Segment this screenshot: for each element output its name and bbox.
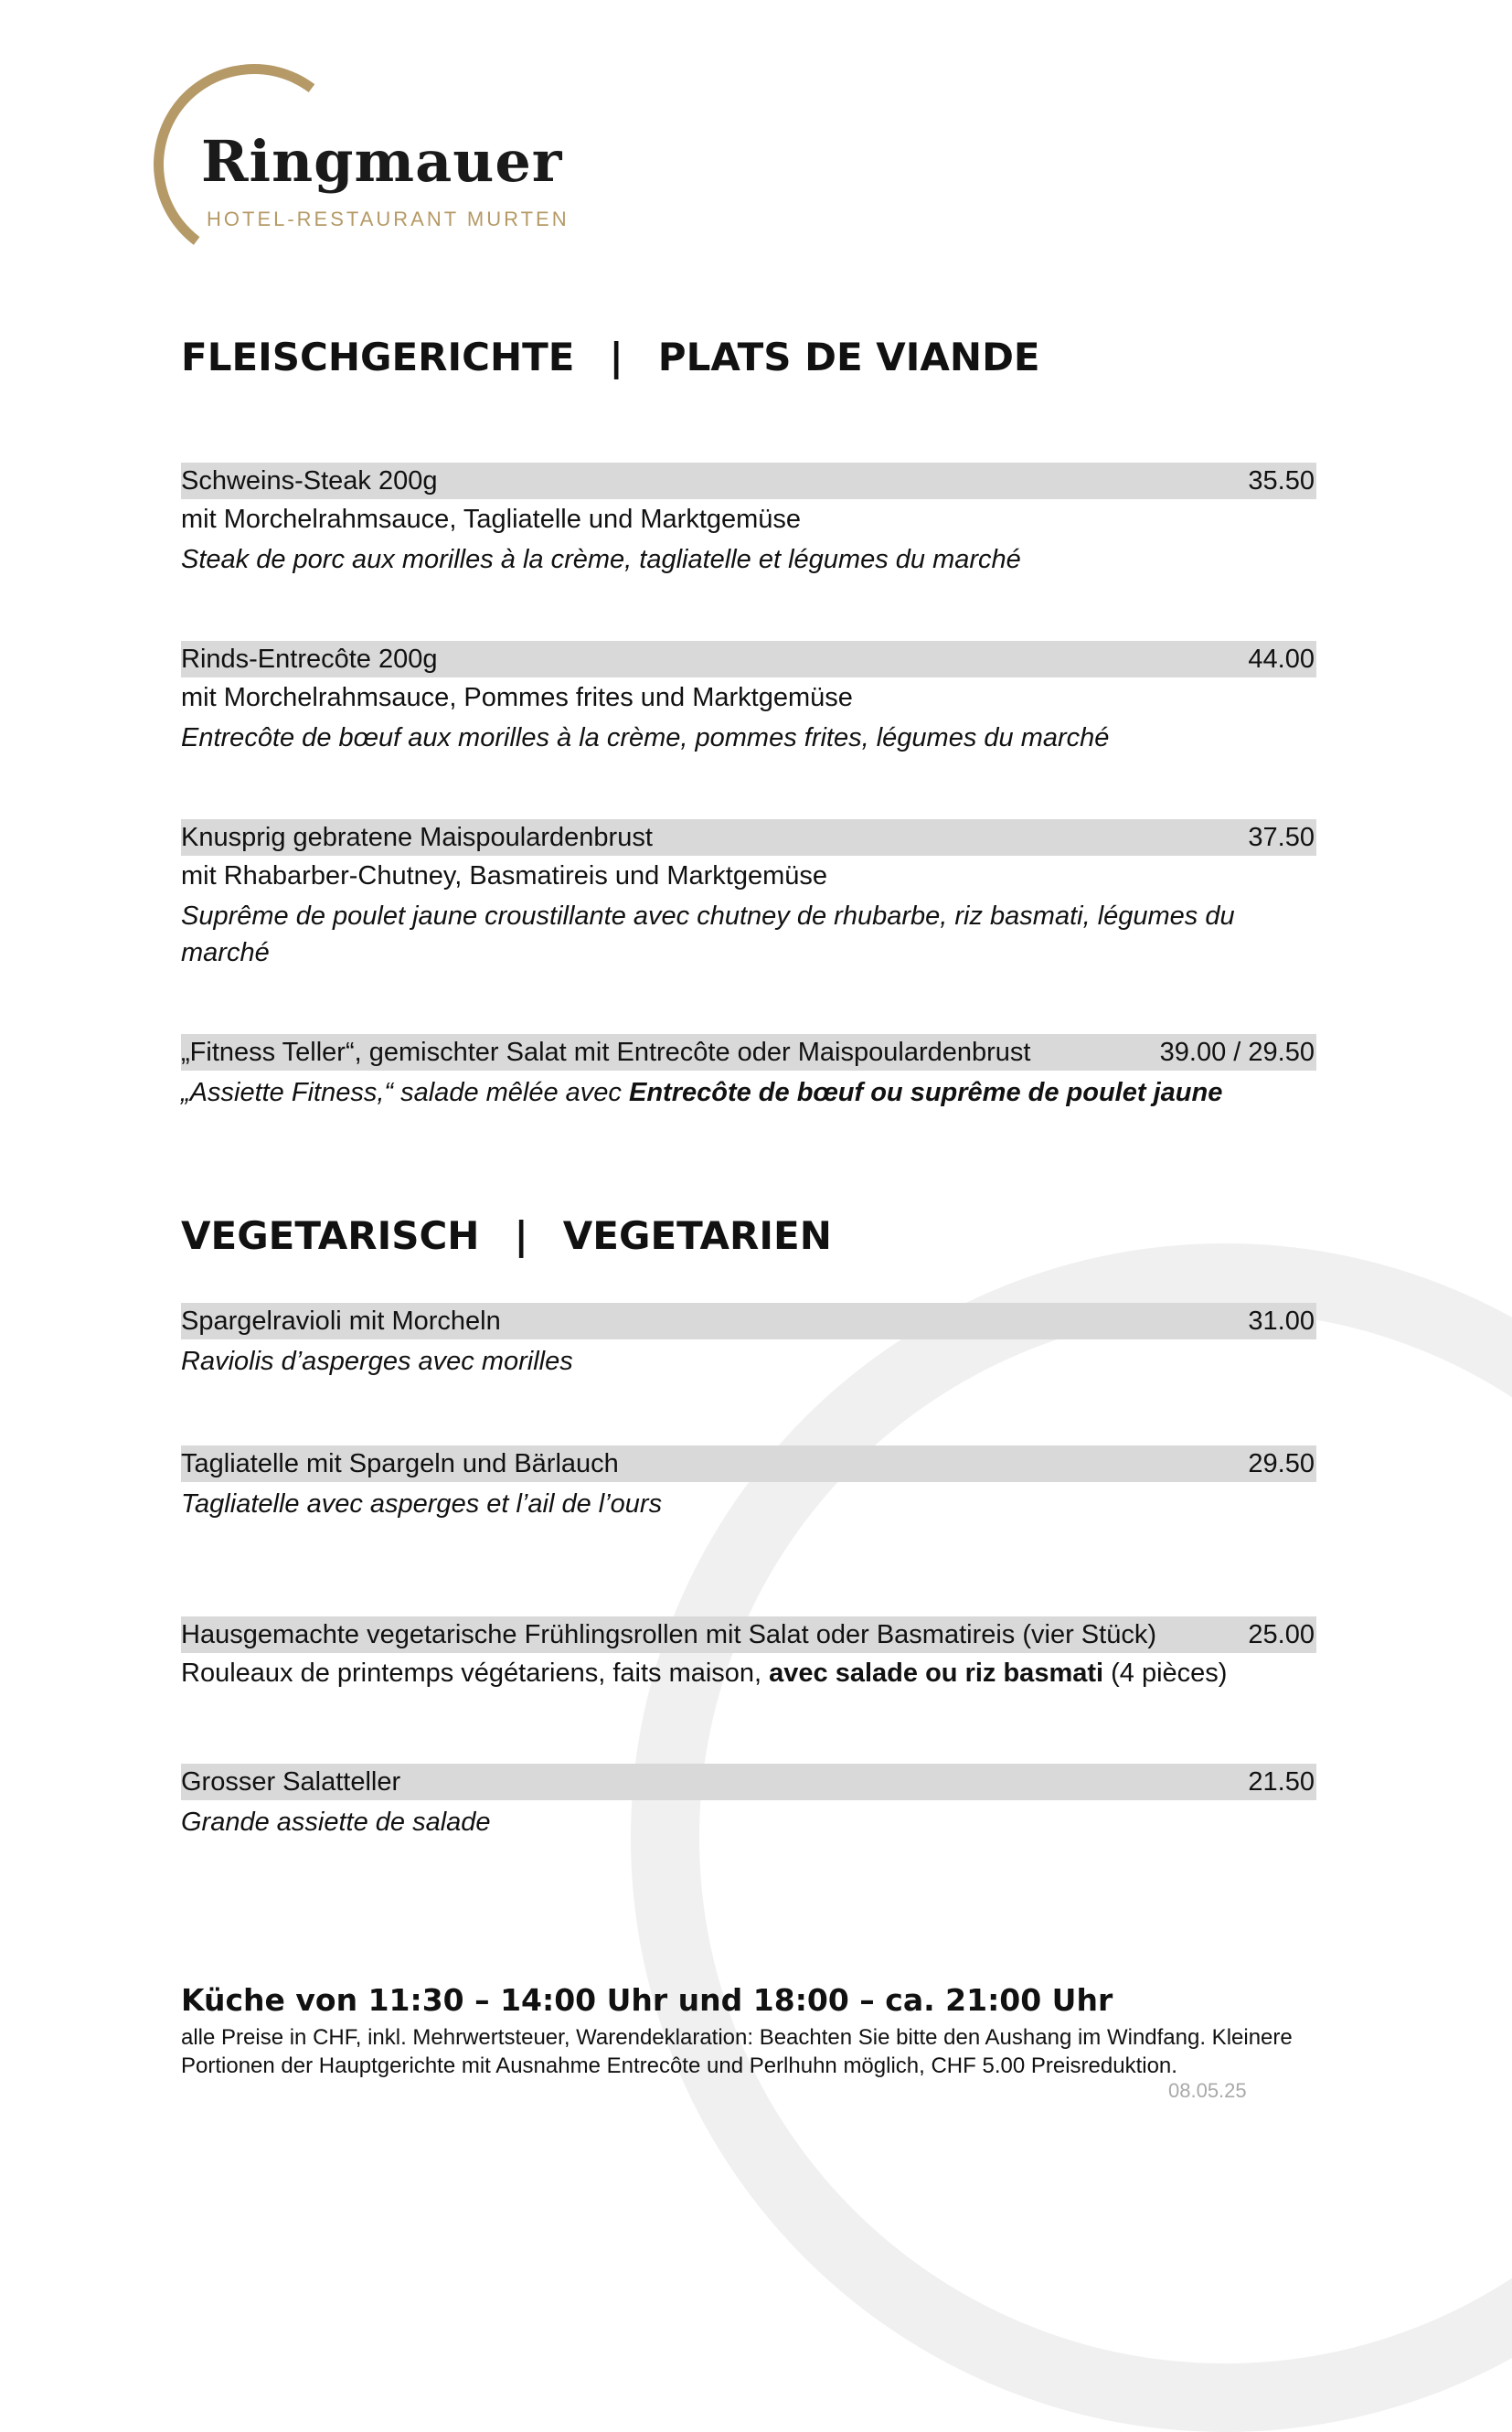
dish-description-fr-part: (4 pièces): [1103, 1659, 1228, 1688]
menu-item-spring-rolls: [181, 1616, 1316, 1691]
section-title-meat: [181, 335, 1040, 379]
dish-description-fr: [181, 1074, 1316, 1111]
dish-description-fr: Steak de porc aux morilles à la crème, tagliatelle et légumes du marché: [181, 545, 1021, 574]
price-note: alle Preise in CHF, inkl. Mehrwertsteuer, Warendeklaration: Beachten Sie bitte den Aushang im Windfang. Kleinere Portionen der Hauptgerichte mit Ausnahme Entrecôte und Perlhuhn möglich, CHF 5.00 Preisreduktion.: [181, 2025, 1293, 2078]
dish-description-fr: Suprême de poulet jaune croustillante avec chutney de rhubarbe, riz basmati, légumes du marché: [181, 901, 1235, 967]
dish-header: [181, 1034, 1316, 1071]
dish-price: 25.00: [1248, 1619, 1315, 1649]
dish-price: 39.00 / 29.50: [1159, 1037, 1315, 1067]
menu-item-tagliatelle: [181, 1445, 1316, 1522]
dish-description-fr: Raviolis d’asperges avec morilles: [181, 1347, 573, 1376]
dish-name: Knusprig gebratene Maispoulardenbrust: [181, 822, 653, 852]
dish-price: 44.00: [1248, 644, 1315, 674]
menu-item-fitness-plate: [181, 1034, 1316, 1111]
dish-description-fr-part: Rouleaux de printemps végétariens, faits maison,: [181, 1659, 770, 1688]
dish-header: [181, 819, 1316, 856]
dish-description-fr-bold: avec salade ou riz basmati: [769, 1659, 1104, 1688]
section-title-fr: PLATS DE VIANDE: [657, 335, 1040, 379]
dish-header: [181, 463, 1316, 499]
dish-description-fr: Entrecôte de bœuf aux morilles à la crème, pommes frites, légumes du marché: [181, 723, 1110, 752]
dish-header: [181, 1303, 1316, 1339]
dish-name: „Fitness Teller“, gemischter Salat mit Entrecôte oder Maispoulardenbrust: [181, 1037, 1031, 1067]
dish-name: Hausgemachte vegetarische Frühlingsrollen mit Salat oder Basmatireis (vier Stück): [181, 1619, 1156, 1649]
dish-header: [181, 1445, 1316, 1482]
dish-description-fr: [181, 1655, 1316, 1691]
restaurant-logo: [154, 64, 583, 256]
dish-name: Rinds-Entrecôte 200g: [181, 644, 438, 674]
dish-price: 37.50: [1248, 822, 1315, 852]
dish-price: 29.50: [1248, 1448, 1315, 1478]
logo-name: Ringmauer: [201, 128, 563, 195]
dish-name: Grosser Salatteller: [181, 1766, 401, 1797]
menu-item-chicken: [181, 819, 1316, 971]
dish-header: [181, 641, 1316, 677]
section-title-vegetarian: [181, 1213, 832, 1258]
dish-description-fr: Tagliatelle avec asperges et l’ail de l’ours: [181, 1489, 663, 1519]
dish-description-de: mit Morchelrahmsauce, Tagliatelle und Marktgemüse: [181, 505, 802, 534]
section-title-de: FLEISCHGERICHTE: [181, 335, 575, 379]
dish-price: 35.50: [1248, 465, 1315, 496]
logo-subtitle: HOTEL-RESTAURANT MURTEN: [207, 208, 570, 230]
dish-name: Tagliatelle mit Spargeln und Bärlauch: [181, 1448, 619, 1478]
menu-item-asparagus-ravioli: [181, 1303, 1316, 1380]
section-separator: |: [514, 1213, 528, 1258]
menu-item-entrecote: [181, 641, 1316, 756]
dish-header: [181, 1616, 1316, 1653]
dish-description-fr-bold: Entrecôte de bœuf ou suprême de poulet jaune: [628, 1078, 1223, 1107]
dish-price: 21.50: [1248, 1766, 1315, 1797]
dish-description-fr-part: „Assiette Fitness,“ salade mêlée avec: [181, 1078, 629, 1107]
dish-header: [181, 1764, 1316, 1800]
dish-description-fr: Grande assiette de salade: [181, 1808, 491, 1837]
dish-name: Spargelravioli mit Morcheln: [181, 1306, 501, 1336]
section-title-fr: VEGETARIEN: [562, 1213, 832, 1258]
section-title-de: VEGETARISCH: [181, 1213, 480, 1258]
dish-price: 31.00: [1248, 1306, 1315, 1336]
dish-description-de: mit Morchelrahmsauce, Pommes frites und Marktgemüse: [181, 683, 853, 712]
kitchen-hours: Küche von 11:30 – 14:00 Uhr und 18:00 – ca. 21:00 Uhr: [181, 1982, 1113, 2018]
dish-description-de: mit Rhabarber-Chutney, Basmatireis und Marktgemüse: [181, 861, 828, 891]
section-separator: |: [609, 335, 623, 379]
dish-name: Schweins-Steak 200g: [181, 465, 438, 496]
menu-date: 08.05.25: [1168, 2079, 1247, 2102]
menu-item-pork-steak: [181, 463, 1316, 578]
menu-item-salad-plate: [181, 1764, 1316, 1840]
